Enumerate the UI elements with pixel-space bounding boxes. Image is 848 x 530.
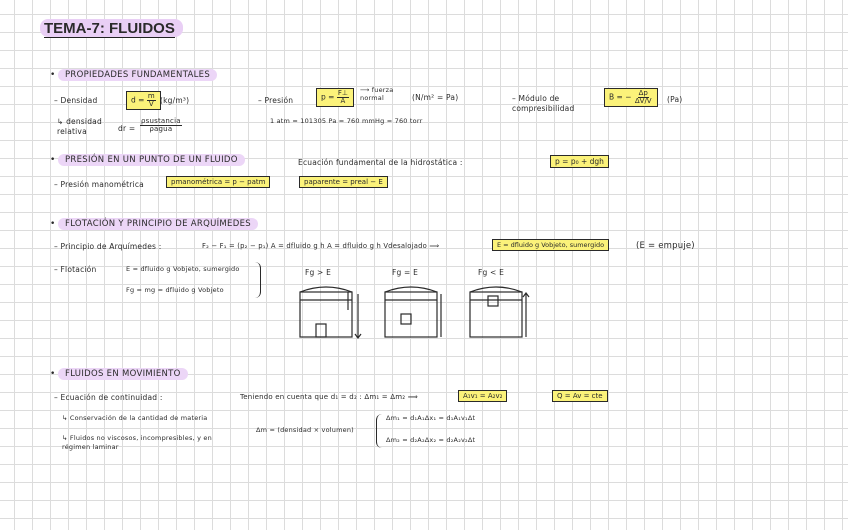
continuidad-label: – Ecuación de continuidad : [54, 393, 163, 402]
presion-equivalencias: 1 atm = 101305 Pa = 760 mmHg = 760 torr [270, 117, 423, 125]
densidad-units: (kg/m³) [160, 96, 190, 105]
page-title: TEMA-7: FLUIDOS [40, 19, 183, 37]
section-heading-propiedades: PROPIEDADES FUNDAMENTALES [58, 69, 217, 81]
bullet: • [50, 219, 56, 229]
bullet: • [50, 70, 56, 80]
container-floating [470, 287, 529, 337]
masa-text: Δm = (densidad × volumen) [256, 426, 354, 434]
arquimedes-label: – Principio de Arquímedes : [54, 242, 162, 251]
presion-label: – Presión [258, 96, 294, 105]
case-label-floats: Fg < E [478, 268, 505, 277]
caudal-box: Q = Av = cte [552, 390, 608, 402]
flotacion-eq-peso: Fg = mg = dfluido g Vobjeto [126, 286, 224, 294]
presion-aparente-box: paparente = preal − E [299, 176, 388, 188]
presion-arrow-note: ⟶ fuerza normal [360, 86, 394, 102]
container-neutral [385, 287, 441, 337]
presion-units: (N/m² = Pa) [412, 93, 459, 102]
section-heading-flotacion: FLOTACIÓN Y PRINCIPIO DE ARQUÍMEDES [58, 218, 258, 230]
case-label-neutral: Fg = E [392, 268, 419, 277]
note-conservacion: ↳ Conservación de la cantidad de materia [62, 414, 208, 422]
continuidad-box: A₁v₁ = A₂v₂ [458, 390, 507, 402]
flotacion-brace [252, 262, 261, 298]
arquimedes-box: E = dfluido g Vobjeto, sumergido [492, 239, 609, 251]
ecuacion-fundamental-label: Ecuación fundamental de la hidrostática : [298, 158, 463, 167]
densidad-relativa-fraction: $\frac{\text{ρsustancia}}{\text{ρagua}}$ [141, 117, 181, 133]
bullet: • [50, 155, 56, 165]
modulo-label: – Módulo de compresibilidad [512, 94, 575, 113]
presion-manometrica-label: – Presión manométrica [54, 180, 144, 189]
flotacion-label: – Flotación [54, 265, 97, 274]
flotacion-eq-empuje: E = dfluido g Vobjeto, sumergido [126, 265, 240, 273]
densidad-relativa-lhs: dr = [118, 124, 136, 133]
arquimedes-equation: F₂ − F₁ = (p₂ − p₁) A = dfluido g h A = dfluido g h Vdesalojado ⟹ [202, 242, 440, 250]
densidad-formula-box: d = $\frac{m}{V}$ [126, 91, 161, 110]
ecuacion-fundamental-box: p = p₀ + dgh [550, 155, 609, 168]
modulo-formula-box: B = − $\frac{\Delta p}{\Delta V/V}$ [604, 88, 658, 107]
masa-eq-1: Δm₁ = d₁A₁Δx₁ = d₁A₁v₁Δt [386, 414, 476, 422]
masa-eq-2: Δm₂ = d₂A₂Δx₂ = d₂A₂v₂Δt [386, 436, 476, 444]
bullet: • [50, 369, 56, 379]
section-heading-fluidos-movimiento: FLUIDOS EN MOVIMIENTO [58, 368, 188, 380]
flotation-containers-diagram [290, 282, 530, 342]
note-fluidos-ideales: ↳ Fluidos no viscosos, incompresibles, y en régimen laminar [62, 434, 212, 451]
densidad-relativa-label: ↳ densidad relativa [57, 117, 102, 136]
section-heading-presion-punto: PRESIÓN EN UN PUNTO DE UN FLUIDO [58, 154, 245, 166]
continuidad-text: Teniendo en cuenta que d₁ = d₂ : Δm₁ = Δm₂ ⟹ [240, 393, 418, 401]
presion-formula-box: p = $\frac{F\perp}{A}$ [316, 88, 354, 107]
container-sinking [300, 287, 361, 338]
presion-manometrica-box: pmanométrica = p − patm [166, 176, 270, 188]
masa-brace [376, 414, 384, 448]
empuje-note: (E = empuje) [636, 241, 695, 251]
case-label-sinks: Fg > E [305, 268, 332, 277]
modulo-units: (Pa) [667, 95, 683, 104]
densidad-label: – Densidad [54, 96, 98, 105]
